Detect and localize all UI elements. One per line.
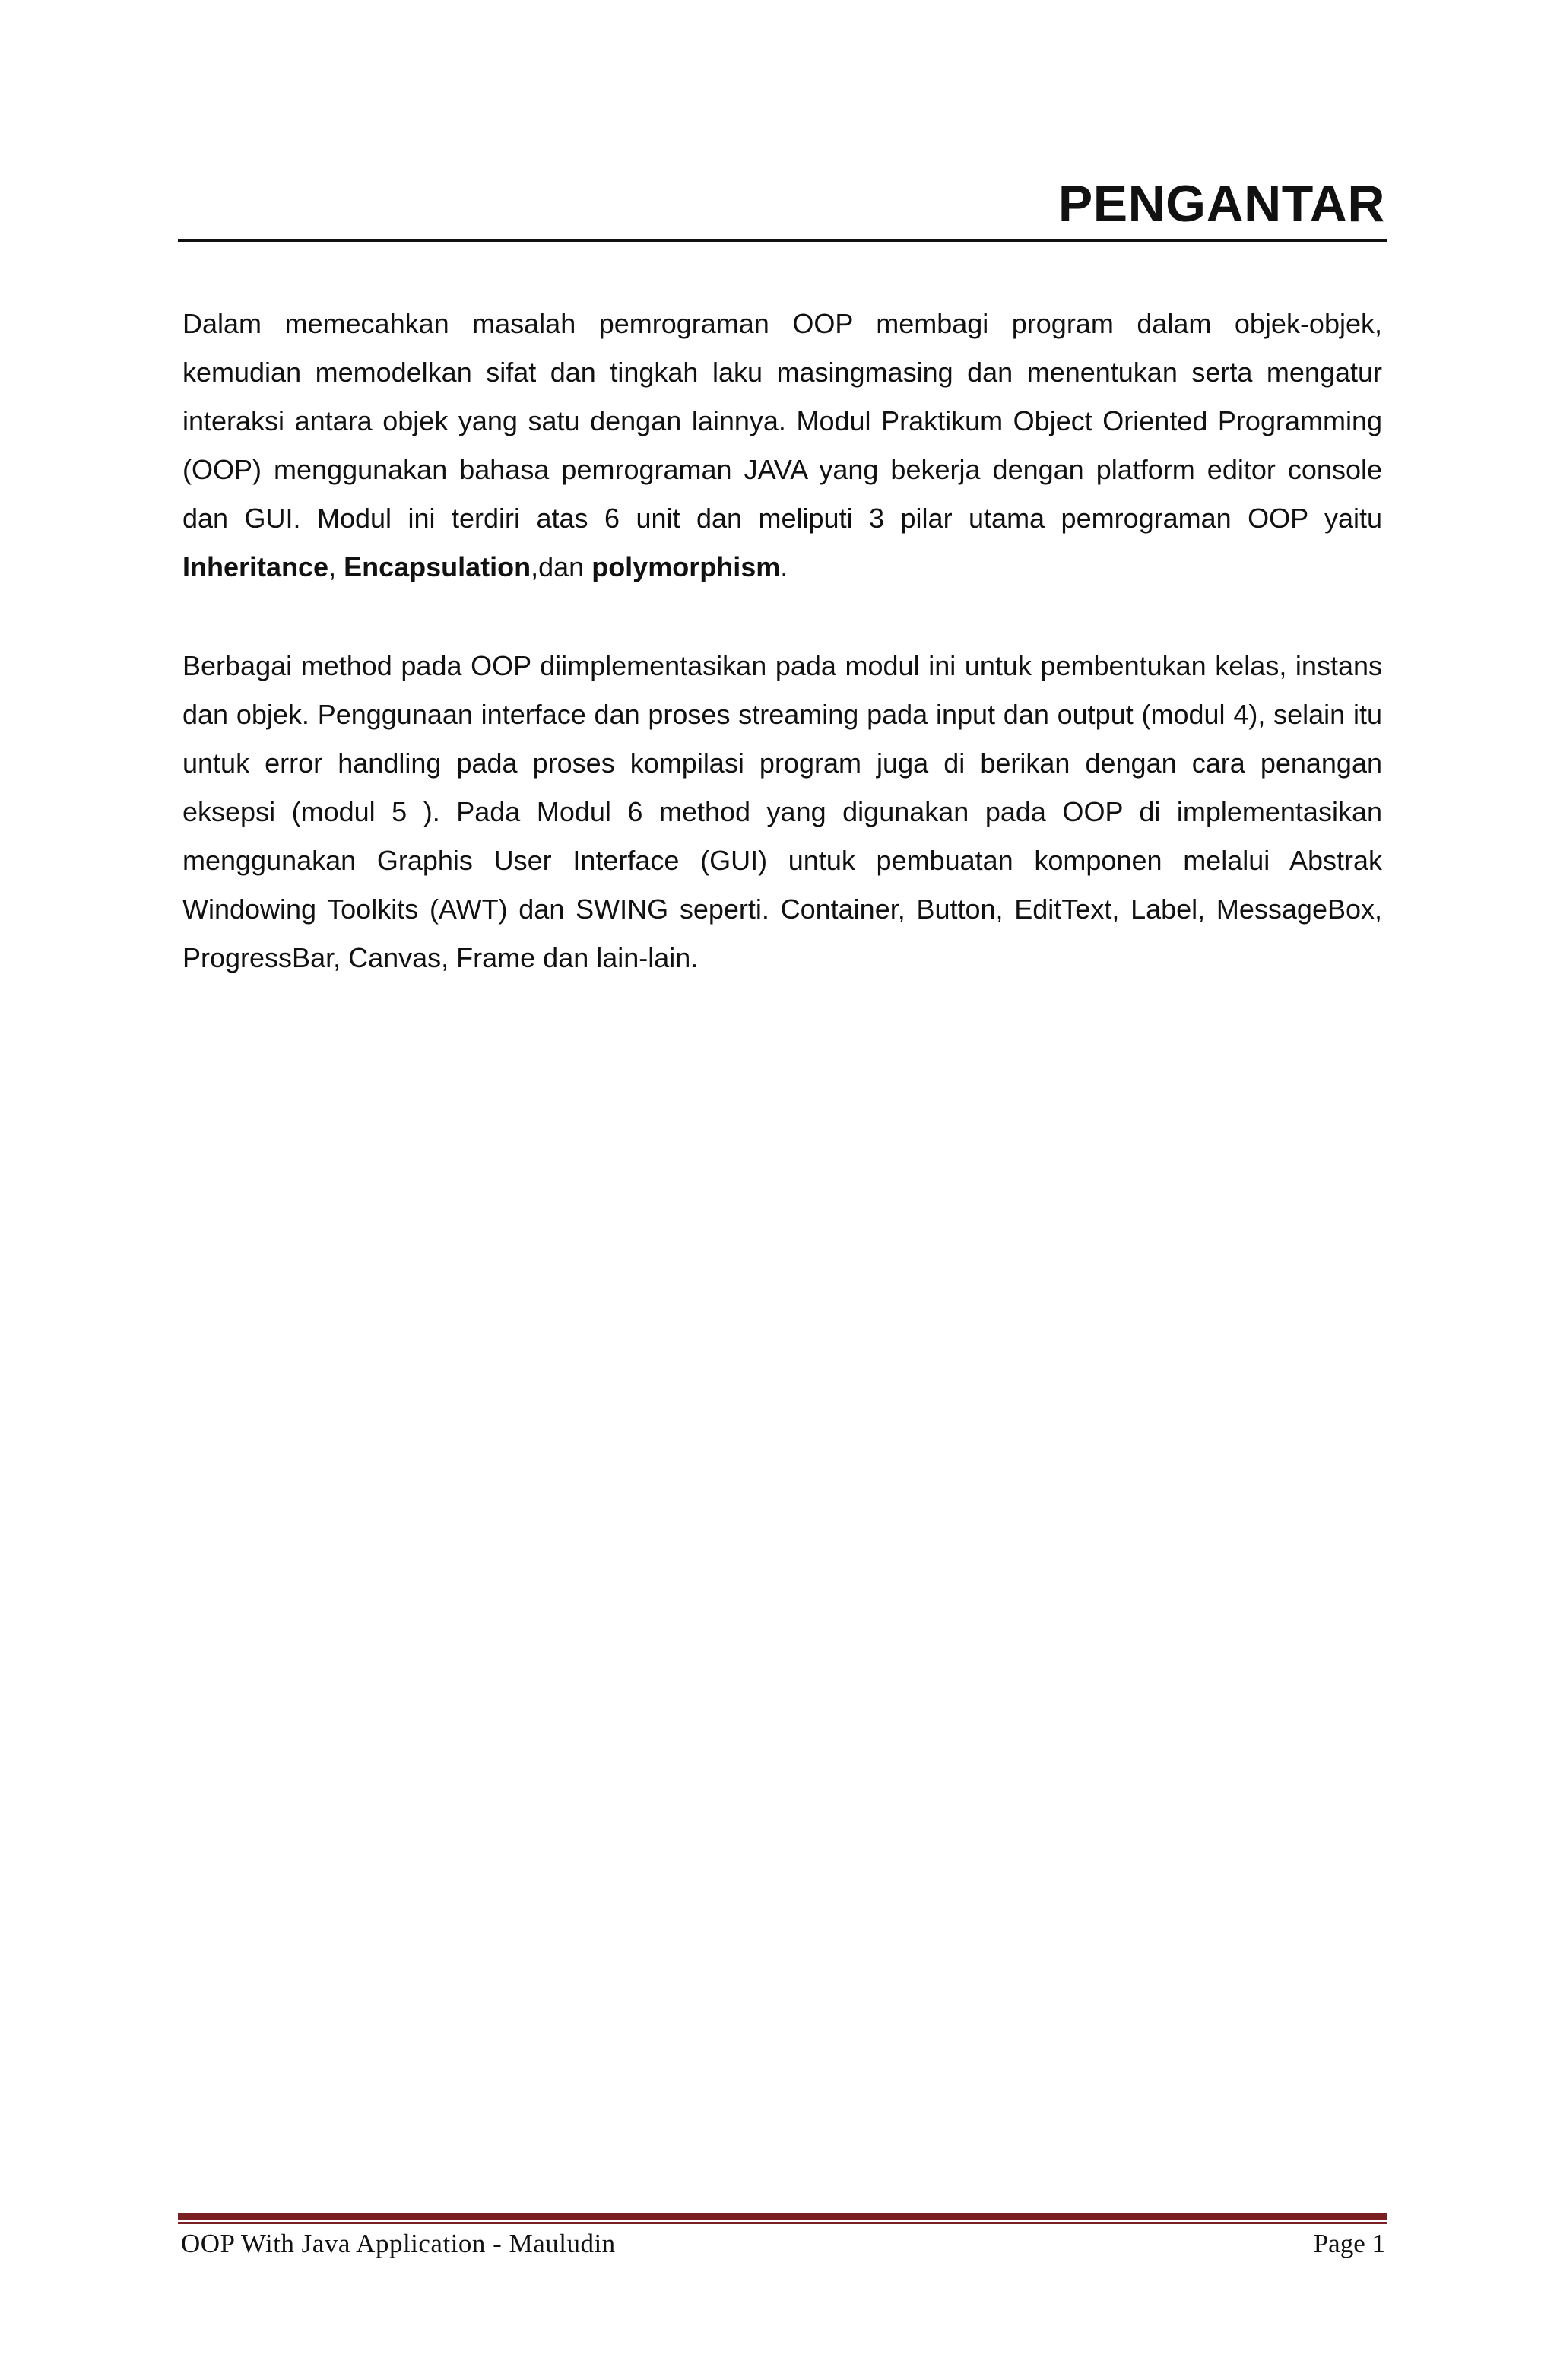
paragraph-1	[182, 300, 1382, 592]
term-encapsulation: Encapsulation	[344, 551, 531, 582]
body-content	[182, 300, 1382, 982]
footer-page-number: Page 1	[1313, 2229, 1385, 2258]
footer-rule	[178, 2213, 1387, 2222]
title-underline	[178, 239, 1387, 242]
term-polymorphism: polymorphism	[591, 551, 781, 582]
paragraph-2: Berbagai method pada OOP diimplementasikan pada modul ini untuk pembentukan kelas, instans dan objek. Penggunaan interface dan proses streaming pada input dan output (modul 4), selain itu untuk error handling pada proses kompilasi program juga di berikan dengan cara penangan eksepsi (modul 5 ). Pada Modul 6 method yang digunakan pada OOP di implementasikan menggunakan Graphis User Interface (GUI) untuk pembuatan komponen melalui Abstrak Windowing Toolkits (AWT) dan SWING seperti. Container, Button, EditText, Label, MessageBox, ProgressBar, Canvas, Frame dan lain-lain.	[182, 650, 1382, 973]
footer-book-title: OOP With Java Application - Mauludin	[181, 2229, 616, 2258]
separator-1: ,	[328, 551, 344, 582]
term-inheritance: Inheritance	[182, 551, 329, 582]
separator-2: ,dan	[531, 551, 592, 582]
paragraph-1-end: .	[780, 551, 788, 582]
page-title: PENGANTAR	[1058, 175, 1385, 233]
paragraph-1-text: Dalam memecahkan masalah pemrograman OOP membagi program dalam objek-objek, kemudian memodelkan sifat dan tingkah laku masingmasing dan menentukan serta mengatur interaksi antara objek yang satu dengan lainnya. Modul Praktikum Object Oriented Programming (OOP) menggunakan bahasa pemrograman JAVA yang bekerja dengan platform editor console dan GUI. Modul ini terdiri atas 6 unit dan meliputi 3 pilar utama pemrograman OOP yaitu	[182, 308, 1382, 534]
